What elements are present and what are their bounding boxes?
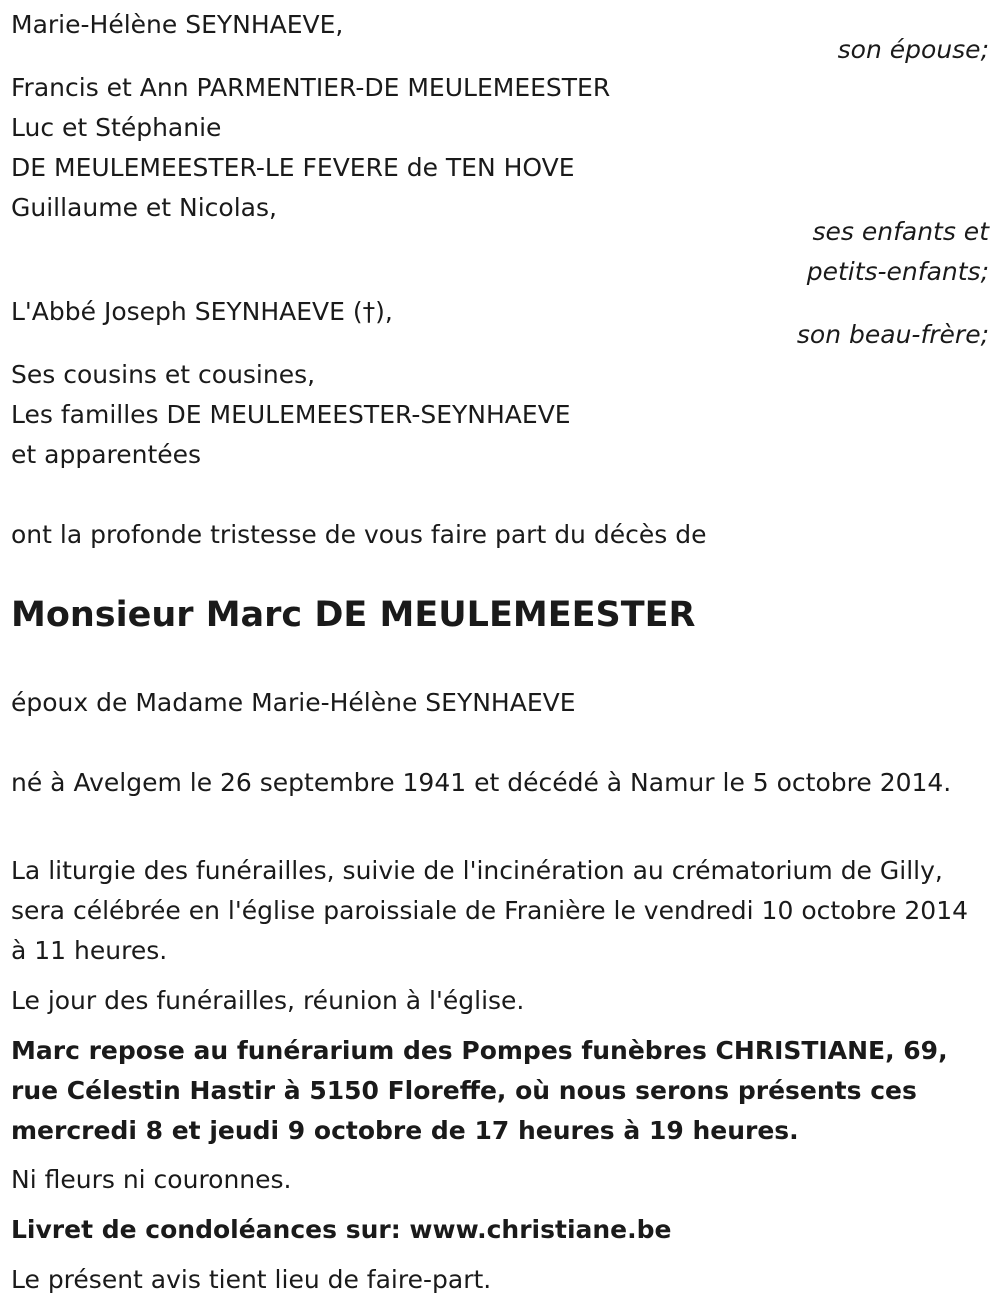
deceased-name: Monsieur Marc DE MEULEMEESTER [11,595,696,635]
relatives-line-3: et apparentées [11,440,202,469]
announcement-intro: ont la profonde tristesse de vous faire part du décès de [11,520,707,549]
gathering-info: Le jour des funérailles, réunion à l'église. [11,986,525,1015]
brother-in-law-role: son beau-frère; [796,320,989,349]
repose-details: Marc repose au funérarium des Pompes funèbres CHRISTIANE, 69, rue Célestin Hastir à 5150 Floreffe, où nous serons présents ces mercredi 8 et jeudi 9 octobre de 17 heures à 19 heures. [11,1036,948,1145]
children-line-2: Luc et Stéphanie [11,113,222,142]
spouse-name: Marie-Hélène SEYNHAEVE, [11,10,344,39]
children-line-3: DE MEULEMEESTER-LE FEVERE de TEN HOVE [11,153,575,182]
relatives-line-2: Les familles DE MEULEMEESTER-SEYNHAEVE [11,400,571,429]
spouse-of: époux de Madame Marie-Hélène SEYNHAEVE [11,688,576,717]
spouse-role: son épouse; [837,35,989,64]
brother-in-law: L'Abbé Joseph SEYNHAEVE (†), [11,297,393,326]
condolences-link[interactable]: Livret de condoléances sur: www.christiane.be [11,1215,672,1244]
notice-statement: Le présent avis tient lieu de faire-part. [11,1265,492,1294]
flowers-note: Ni fleurs ni couronnes. [11,1165,292,1194]
children-line-1: Francis et Ann PARMENTIER-DE MEULEMEESTER [11,73,611,102]
children-role-line-1: ses enfants et [812,217,989,246]
children-line-4: Guillaume et Nicolas, [11,193,277,222]
children-role-line-2: petits-enfants; [806,257,989,286]
liturgy-details: La liturgie des funérailles, suivie de l'incinération au crématorium de Gilly, sera célébrée en l'église paroissiale de Franière le vendredi 10 octobre 2014 à 11 heures. [11,856,969,965]
birth-death-dates: né à Avelgem le 26 septembre 1941 et décédé à Namur le 5 octobre 2014. [11,768,952,797]
relatives-line-1: Ses cousins et cousines, [11,360,316,389]
